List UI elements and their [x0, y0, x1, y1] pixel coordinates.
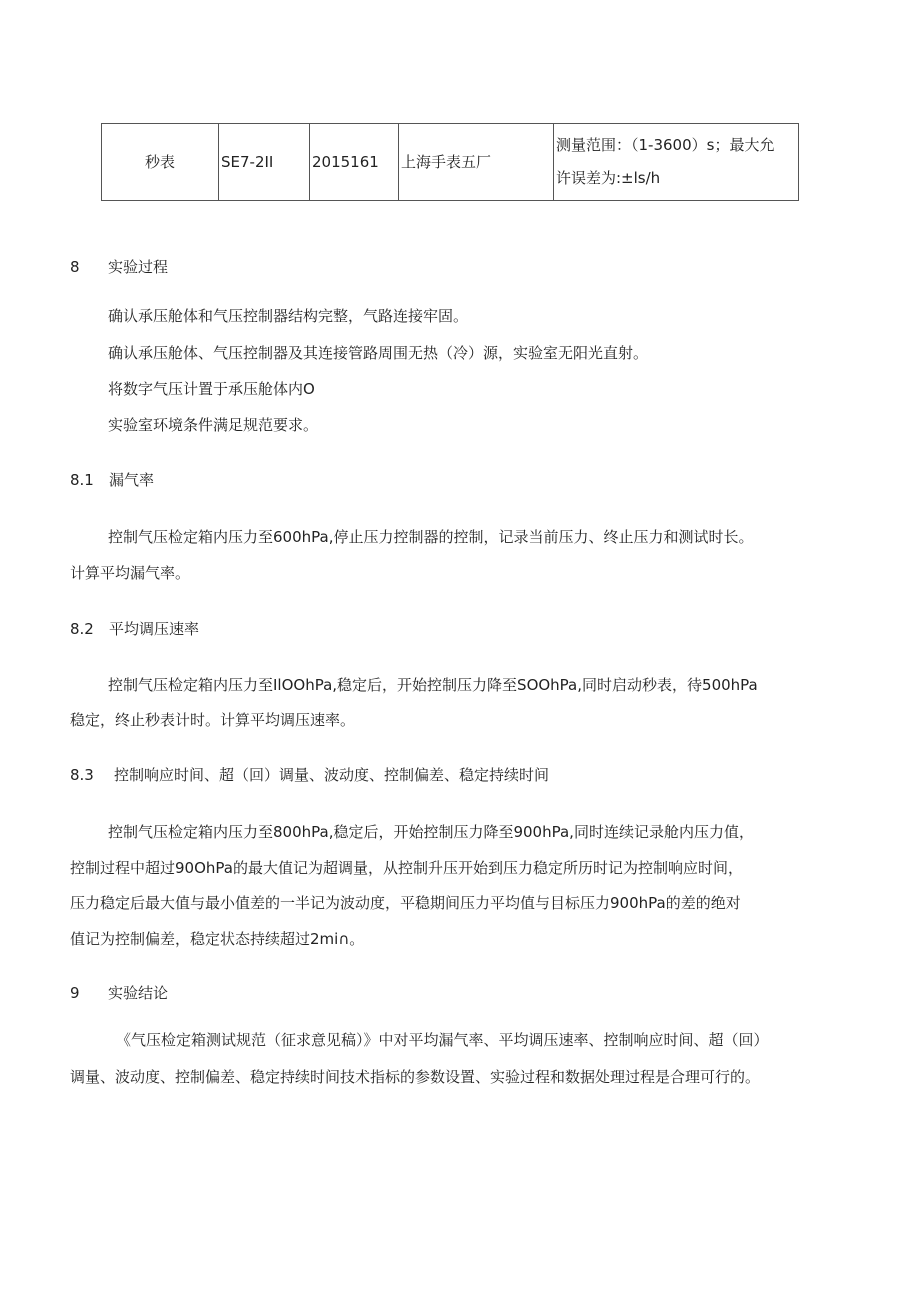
section-8-3-text-line: 控制过程中超过90OhPa的最大值记为超调量，从控制升压开始到压力稳定所历时记为控制响应时间，	[70, 859, 743, 877]
section-8-2-text-line: 控制气压检定箱内压力至IlOOhPa,稳定后，开始控制压力降至SOOhPa,同时启动秒表，待500hPa	[108, 676, 758, 694]
equipment-name-cell: 秒表	[102, 124, 219, 201]
section-9-text-line: 调量、波动度、控制偏差、稳定持续时间技术指标的参数设置、实验过程和数据处理过程是合理可行的。	[70, 1068, 761, 1086]
section-8-1-text-line: 控制气压检定箱内压力至600hPa,停止压力控制器的控制，记录当前压力、终止压力和测试时长。	[108, 528, 754, 546]
equipment-table	[101, 123, 799, 201]
section-number: 8.2	[70, 620, 94, 638]
section-9-heading	[70, 983, 168, 1003]
section-number: 8.3	[70, 766, 94, 784]
section-number: 8.1	[70, 471, 94, 489]
section-8-item: 确认承压舱体和气压控制器结构完整，气路连接牢固。	[108, 307, 469, 325]
section-8-item: 将数字气压计置于承压舱体内O	[108, 380, 315, 398]
section-8-3-text-line: 值记为控制偏差，稳定状态持续超过2mi∩。	[70, 930, 365, 948]
section-9-text-line: 《气压检定箱测试规范（征求意见稿）》中对平均漏气率、平均调压速率、控制响应时间、超（回）	[116, 1031, 769, 1049]
section-8-item: 实验室环境条件满足规范要求。	[108, 416, 319, 434]
section-title: 实验结论	[108, 984, 169, 1002]
section-title: 实验过程	[108, 258, 169, 276]
equipment-manufacturer-cell: 上海手表五厂	[399, 124, 554, 201]
spec-line-2: 许误差为:±ls/h	[556, 169, 661, 187]
section-number: 9	[70, 984, 80, 1002]
section-number: 8	[70, 258, 80, 276]
equipment-model-cell: SE7-2II	[219, 124, 310, 201]
section-title: 漏气率	[109, 471, 155, 489]
section-8-3-heading	[70, 765, 549, 785]
equipment-spec-cell	[554, 124, 799, 201]
section-8-heading	[70, 257, 168, 277]
section-8-2-text-line: 稳定，终止秒表计时。计算平均调压速率。	[70, 711, 356, 729]
section-8-3-text-line: 压力稳定后最大值与最小值差的一半记为波动度，平稳期间压力平均值与目标压力900hPa的差的绝对	[70, 894, 741, 912]
section-title: 平均调压速率	[109, 620, 200, 638]
spec-line-1: 测量范围：（1-3600）s；最大允	[556, 136, 775, 154]
section-8-3-text-line: 控制气压检定箱内压力至800hPa,稳定后，开始控制压力降至900hPa,同时连续记录舱内压力值，	[108, 823, 754, 841]
section-8-1-text-line: 计算平均漏气率。	[70, 564, 191, 582]
section-8-1-heading	[70, 470, 154, 490]
equipment-serial-cell: 2015161	[310, 124, 399, 201]
section-8-item: 确认承压舱体、气压控制器及其连接管路周围无热（冷）源，实验室无阳光直射。	[108, 344, 649, 362]
section-8-2-heading	[70, 619, 199, 639]
section-title: 控制响应时间、超（回）调量、波动度、控制偏差、稳定持续时间	[114, 766, 550, 784]
table-row	[102, 124, 799, 201]
